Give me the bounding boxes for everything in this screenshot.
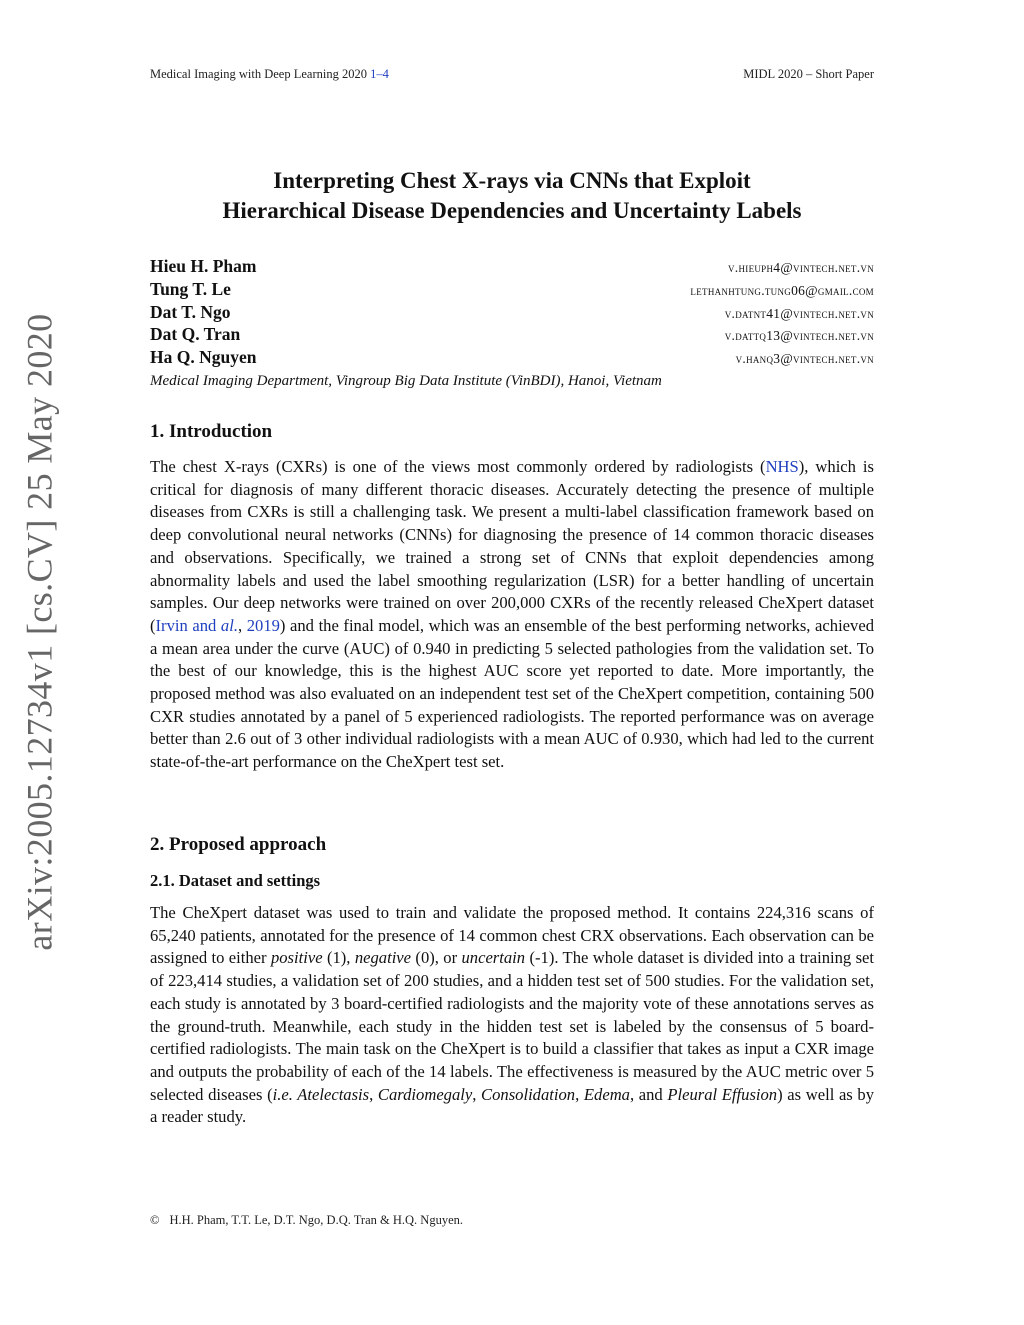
author-name: Hieu H. Pham [150,256,257,276]
author-row [150,279,874,302]
disease-cardiomegaly: Cardiomegaly [377,1084,473,1104]
copyright-icon: © [150,1213,160,1227]
author-name: Tung T. Le [150,278,231,299]
page-range-link[interactable]: 1–4 [370,67,389,81]
separator: , [369,1084,378,1104]
affiliation: Medical Imaging Department, Vingroup Big Data Institute (VinBDI), Hanoi, Vietnam [150,372,662,389]
citation-nhs-link[interactable]: NHS [765,457,799,476]
dataset-text-1: The CheXpert dataset was used to train and validate the proposed method. It contains 224,316 scans of 65,240 patients, annotated for the presence of 14 common chest CRX observations. Each observation can be assigned to either [150,903,874,968]
author-email: v.hanq3@vintech.net.vn [735,351,874,367]
separator: , [575,1084,584,1104]
author-row [150,302,874,325]
label-positive: positive [270,948,323,968]
running-header-right: MIDL 2020 – Short Paper [743,67,874,81]
author-block [150,256,874,390]
separator: , and [629,1084,668,1104]
author-email: v.dattq13@vintech.net.vn [724,328,874,344]
author-name: Ha Q. Nguyen [150,347,257,368]
intro-text-3: ) and the final model, which was an ensemble of the best performing networks, achieved a mean area under the curve (AUC) of 0.940 in predicting 5 selected pathologies from the validation set. To the best of our knowledge, this is the highest AUC score yet reported to date. More importantly, the proposed method was also evaluated on an independent test set of the CheXpert competition, containing 500 CXR studies annotated by a panel of 5 experienced radiologists. The reported performance was on average better than 2.6 out of 3 other individual radiologists with a mean AUC of 0.930, which had led to the current state-of-the-art performance on the CheXpert test set. [150,615,874,772]
separator: , [472,1084,482,1104]
label-uncertain: uncertain [461,948,526,968]
running-header [150,67,874,82]
citation-separator: , [237,615,247,635]
arxiv-identifier: arXiv:2005.12734v1 [cs.CV] 25 May 2020 [20,313,61,951]
citation-irvin-al: al. [220,615,238,635]
author-name: Dat T. Ngo [150,301,231,322]
introduction-paragraph [150,456,874,774]
author-email: lethanhtung.tung06@gmail.com [690,282,874,298]
disease-consolidation: Consolidation [481,1084,576,1104]
section-heading-introduction: 1. Introduction [150,421,273,442]
section-heading-proposed-approach: 2. Proposed approach [150,834,327,855]
title-line-2: Hierarchical Disease Dependencies and Uncertainty Labels [222,198,802,223]
citation-irvin-author: Irvin and [155,615,221,635]
author-name: Dat Q. Tran [150,324,241,345]
subsection-heading-dataset: 2.1. Dataset and settings [150,871,321,890]
copyright-footer [150,1213,874,1228]
author-email: v.hieuph4@vintech.net.vn [728,260,874,275]
dataset-text-4: (-1). The whole dataset is divided into a training set of 223,414 studies, a validation set of 200 studies, and a hidden test set of 500 studies. For the validation set, each study is annotated by 3 board-certified radiologists and the majority vote of these annotations serves as the ground-truth. Meanwhile, each study in the hidden test set is labeled by the consensus of 5 board-certified radiologists. The main task on the CheXpert is to build a classifier that takes as input a CXR image and outputs the probability of each of the 14 labels. The effectiveness is measured by the AUC metric over 5 selected diseases ( [150,948,875,1104]
intro-text-2: ), which is critical for diagnosis of many different thoracic diseases. Accurately detecting the presence of multiple diseases from CXRs is still a challenging task. We present a multi-label classification framework based on deep convolutional neural networks (CNNs) for diagnosing the presence of 14 common thoracic diseases and observations. Specifically, we trained a strong set of CNNs that exploit dependencies among abnormality labels and used the label smoothing regularization (LSR) for a better handling of uncertain samples. Our deep networks were trained on over 200,000 CXRs of the recently released CheXpert dataset ( [150,457,874,635]
dataset-text-3: (0), or [411,948,462,968]
arxiv-sidebar-stamp [0,313,80,951]
disease-edema: Edema [583,1084,630,1104]
author-row [150,324,874,347]
dataset-text-5: ) as well as by a reader study. [150,1084,875,1127]
disease-pleural-effusion: Pleural Effusion [667,1084,778,1104]
paper-title [150,166,874,226]
author-row [150,347,874,370]
title-line-1: Interpreting Chest X-rays via CNNs that Exploit [273,168,751,193]
citation-irvin-year-link[interactable]: 2019 [246,615,280,635]
citation-irvin-link[interactable] [156,616,238,635]
dataset-text-2: (1), [322,948,355,968]
label-negative: negative [354,948,412,968]
dataset-paragraph [150,902,874,1129]
venue-text: Medical Imaging with Deep Learning 2020 [150,67,367,81]
author-row [150,256,874,279]
intro-text-1: The chest X-rays (CXRs) is one of the views most commonly ordered by radiologists ( [150,457,766,476]
author-email: v.datnt41@vintech.net.vn [724,305,874,321]
copyright-text: H.H. Pham, T.T. Le, D.T. Ngo, D.Q. Tran & H.Q. Nguyen. [169,1213,463,1227]
disease-atelectasis: i.e. Atelectasis [272,1084,370,1104]
running-header-left [150,67,389,82]
